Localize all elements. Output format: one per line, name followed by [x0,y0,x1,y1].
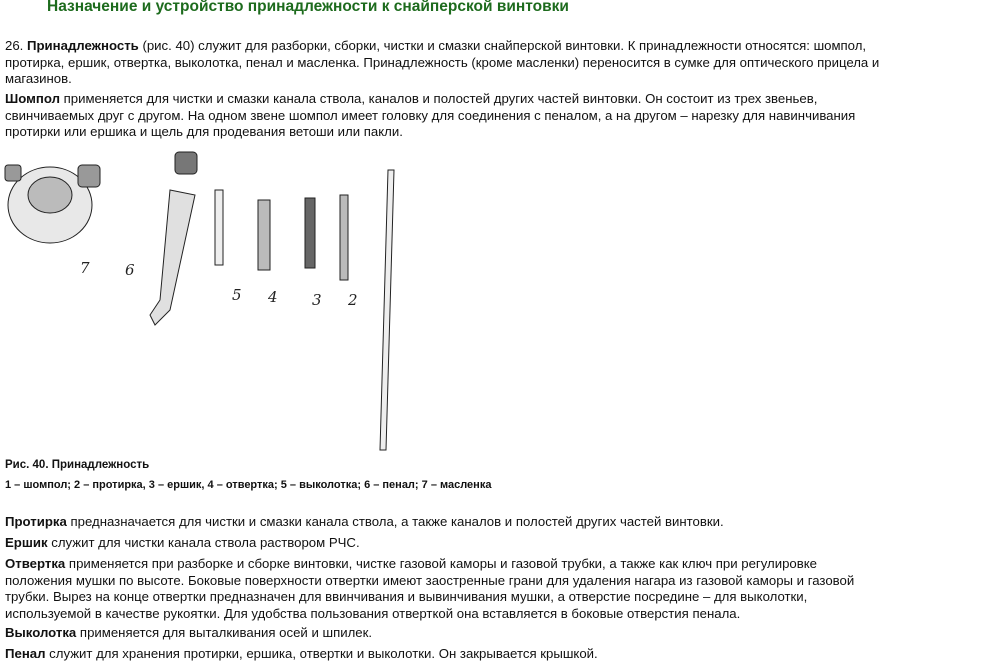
ramrod-illustration [380,170,394,450]
text-line: свинчиваемых друг с другом. На одном звене шомпол имеет головку для соединения с пеналом, а на другом – нарезку для навинчивания [5,107,856,123]
paragraph-brush [5,535,360,552]
text-line: трубки. Вырез на конце отвертки предназначен для ввинчивания и вывинчивания мушки, а отверстие посредине – для выколотки, [5,589,808,604]
drift-illustration [215,190,223,265]
text-line: предназначается для чистки и смазки канала ствола, а также каналов и полостей других частей винтовки. [66,514,724,529]
term: Шомпол [5,91,60,106]
figure-legend: 1 – шомпол; 2 – протирка, 3 – ершик, 4 – отвертка; 5 – выколотка; 6 – пенал; 7 – масленка [5,479,492,491]
paragraph-wiper [5,514,724,531]
term: Принадлежность [27,38,139,53]
paragraph-case [5,646,598,663]
figure-label: 5 [232,286,242,304]
term: Ершик [5,535,48,550]
text-line: используемой в качестве рукоятки. Для удобства пользования отверткой она вставляется в боковые отверстия пенала. [5,605,741,621]
figure-label: 3 [312,291,322,309]
item-number: 26. [5,38,27,53]
text-line: применяется для чистки и смазки канала ствола, каналов и полостей других частей винтовки. Он состоит из трех звеньев, [59,91,818,106]
paragraph-drift [5,625,372,642]
text-line: применяется при разборке и сборке винтовки, чистке газовой каморы и газовой трубки, а также как ключ при регулировке [65,556,818,571]
wiper-illustration [340,195,348,280]
screwdriver-illustration [258,200,270,270]
figure-accessory-illustration [0,140,460,455]
text-line: (рис. 40) служит для разборки, сборки, чистки и смазки снайперской винтовки. К принадлежности относятся: шомпол, [138,38,867,53]
paragraph-screwdriver [5,556,854,622]
paragraph-ramrod [5,91,855,141]
text-line: служит для хранения протирки, ершика, отвертки и выколотки. Он закрывается крышкой. [45,646,598,661]
case-illustration [150,152,197,325]
term: Пенал [5,646,46,661]
page-title: Назначение и устройство принадлежности к снайперской винтовки [47,0,569,15]
oiler-illustration [5,165,100,243]
term: Протирка [5,514,67,529]
figure-label: 7 [80,259,90,277]
term: Отвертка [5,556,66,571]
brush-illustration [305,198,315,268]
figure-label: 2 [348,291,358,309]
figure-label: 4 [268,288,278,306]
figure-caption: Рис. 40. Принадлежность [5,459,150,471]
text-line: протирка, ершик, отвертка, выколотка, пенал и масленка. Принадлежность (кроме масленки) переносится в сумке для оптического прицела и [5,54,880,70]
paragraph-accessory [5,38,879,88]
figure-label: 6 [125,261,135,279]
term: Выколотка [5,625,77,640]
text-line: положения мушки по высоте. Боковые поверхности отвертки имеют заостренные грани для удаления нагара из газовой каморы и газовой [5,572,855,588]
text-line: магазинов. [5,71,72,86]
text-line: протирки или ершика и щель для продевания ветоши или пакли. [5,124,403,139]
text-line: применяется для выталкивания осей и шпилек. [76,625,373,640]
text-line: служит для чистки канала ствола раствором РЧС. [47,535,360,550]
